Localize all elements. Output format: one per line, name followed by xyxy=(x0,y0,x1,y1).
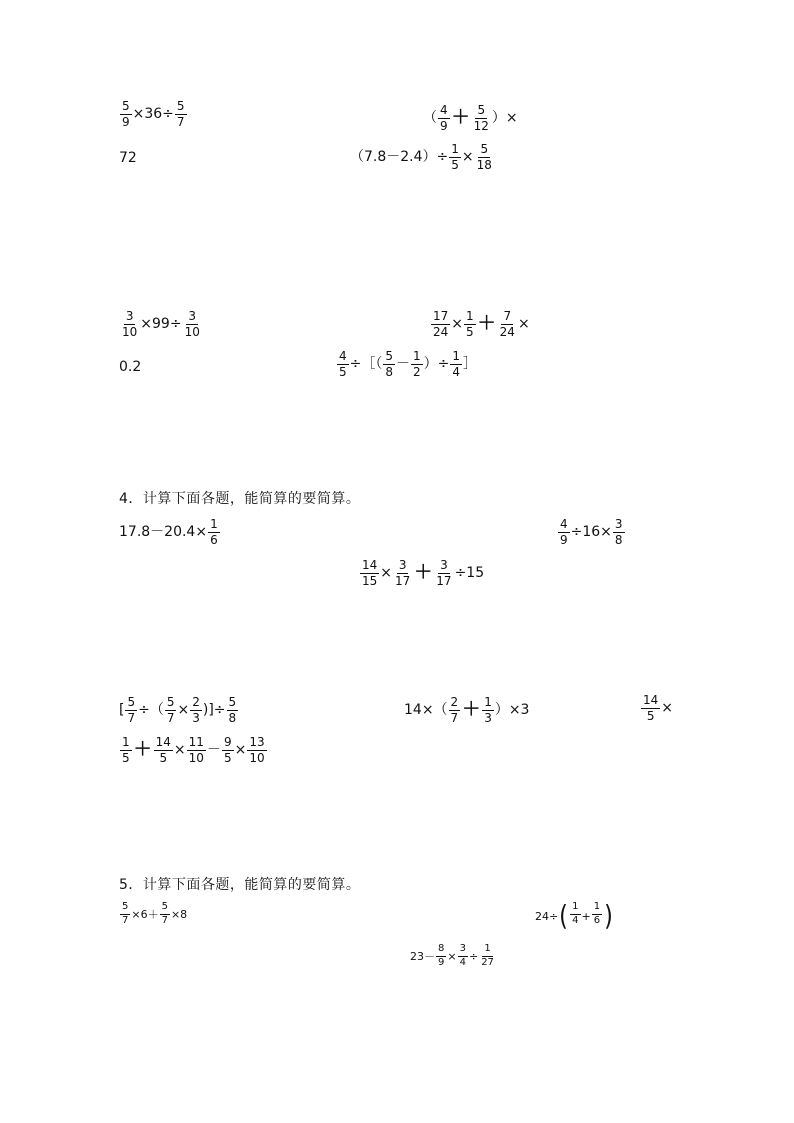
fraction: $\frac{11}{10}$ xyxy=(188,735,204,765)
fraction: $\frac{2}{7}$ xyxy=(450,695,459,725)
section-5-heading: 5．计算下面各题，能简算的要简算。 xyxy=(119,877,361,893)
fraction: $\frac{3}{17}$ xyxy=(436,558,452,588)
fraction: $\frac{1}{5}$ xyxy=(466,309,474,339)
expr-s4-g: $\frac{1}{5}$ ＋ $\frac{14}{5}$ × $\frac{11}{10}$ － $\frac{9}{5}$ × $\frac{13}{10}$ xyxy=(122,735,265,765)
fraction: $\frac{5}{7}$ xyxy=(122,901,129,926)
fraction: $\frac{4}{9}$ xyxy=(560,517,568,547)
fraction: $\frac{1}{27}$ xyxy=(481,943,494,968)
fraction: $\frac{5}{7}$ xyxy=(176,99,185,129)
expr-r2-d: $\frac{4}{5}$ ÷［（ $\frac{5}{8}$ － $\frac{1}{2}$ ）÷ $\frac{1}{4}$ ］ xyxy=(339,349,478,379)
expr-s4-f: $\frac{14}{5}$ × xyxy=(643,693,674,723)
fraction: $\frac{5}{9}$ xyxy=(122,99,130,129)
fraction: $\frac{17}{24}$ xyxy=(433,309,449,339)
fraction: $\frac{3}{8}$ xyxy=(614,517,623,547)
fraction: $\frac{1}{4}$ xyxy=(572,901,579,926)
fraction: $\frac{3}{10}$ xyxy=(184,309,200,339)
fraction: $\frac{1}{3}$ xyxy=(484,695,492,725)
fraction: $\frac{5}{7}$ xyxy=(166,695,175,725)
fraction: $\frac{1}{4}$ xyxy=(452,349,461,379)
fraction: $\frac{5}{8}$ xyxy=(385,349,394,379)
expr-s5-c: 23－ $\frac{8}{9}$ × $\frac{3}{4}$ ÷ $\frac{1}{27}$ xyxy=(410,943,494,968)
expr-s4-e: 14×（ $\frac{2}{7}$ ＋ $\frac{1}{3}$ ）×3 xyxy=(404,695,530,725)
fraction: $\frac{3}{17}$ xyxy=(395,558,411,588)
fraction: $\frac{3}{4}$ xyxy=(459,943,466,968)
parentheses-group: ( $\frac{1}{4}$ + $\frac{1}{6}$ ) xyxy=(559,899,613,932)
fraction: $\frac{5}{8}$ xyxy=(228,695,237,725)
fraction: $\frac{1}{6}$ xyxy=(210,517,218,547)
fraction: $\frac{13}{10}$ xyxy=(249,735,265,765)
fraction: $\frac{14}{5}$ xyxy=(643,693,659,723)
expr-r2-c: 0.2 xyxy=(119,359,142,375)
expr-s4-b: $\frac{4}{9}$ ÷16× $\frac{3}{8}$ xyxy=(560,517,623,547)
expr-s5-b: 24÷ ( $\frac{1}{4}$ + $\frac{1}{6}$ ) xyxy=(535,899,613,932)
fraction: $\frac{2}{3}$ xyxy=(192,695,200,725)
fraction: $\frac{4}{5}$ xyxy=(339,349,347,379)
fraction: $\frac{7}{24}$ xyxy=(499,309,515,339)
fraction: $\frac{4}{9}$ xyxy=(440,103,448,133)
expr-r2-b: $\frac{17}{24}$ × $\frac{1}{5}$ ＋ $\frac{7}{24}$ × xyxy=(433,309,530,339)
fraction: $\frac{1}{5}$ xyxy=(451,142,459,172)
fraction: $\frac{5}{12}$ xyxy=(473,103,489,133)
fraction: $\frac{9}{5}$ xyxy=(223,735,232,765)
expr-r2-a: $\frac{3}{10}$ ×99÷ $\frac{3}{10}$ xyxy=(122,309,200,339)
expr-r1-d: （7.8－2.4）÷ $\frac{1}{5}$ × $\frac{5}{18}$ xyxy=(350,142,492,172)
fraction: $\frac{5}{7}$ xyxy=(161,901,168,926)
fraction: $\frac{5}{18}$ xyxy=(476,142,492,172)
fraction: $\frac{3}{10}$ xyxy=(122,309,138,339)
fraction: $\frac{1}{2}$ xyxy=(413,349,421,379)
expr-s5-a: $\frac{5}{7}$ ×6＋ $\frac{5}{7}$ ×8 xyxy=(122,901,188,926)
expr-s4-a: 17.8－20.4× $\frac{1}{6}$ xyxy=(119,517,218,547)
section-4-heading: 4．计算下面各题，能简算的要简算。 xyxy=(119,491,361,507)
fraction: $\frac{5}{7}$ xyxy=(127,695,136,725)
expr-s4-c: $\frac{14}{15}$ × $\frac{3}{17}$ ＋ $\frac{3}{17}$ ÷15 xyxy=(362,558,485,588)
fraction: $\frac{8}{9}$ xyxy=(438,943,445,968)
expr-r1-b: （ $\frac{4}{9}$ ＋ $\frac{5}{12}$ ）× xyxy=(423,103,518,133)
fraction: $\frac{1}{5}$ xyxy=(122,735,130,765)
fraction: $\frac{1}{6}$ xyxy=(593,901,601,926)
expr-r1-c: 72 xyxy=(119,150,137,166)
fraction: $\frac{14}{15}$ xyxy=(362,558,378,588)
expr-s4-d: [ $\frac{5}{7}$ ÷（ $\frac{5}{7}$ × $\frac{2}{3}$ )]÷ $\frac{5}{8}$ xyxy=(119,695,237,725)
fraction: $\frac{14}{5}$ xyxy=(155,735,171,765)
expr-r1-a: $\frac{5}{9}$ ×36÷ $\frac{5}{7}$ xyxy=(122,99,185,129)
